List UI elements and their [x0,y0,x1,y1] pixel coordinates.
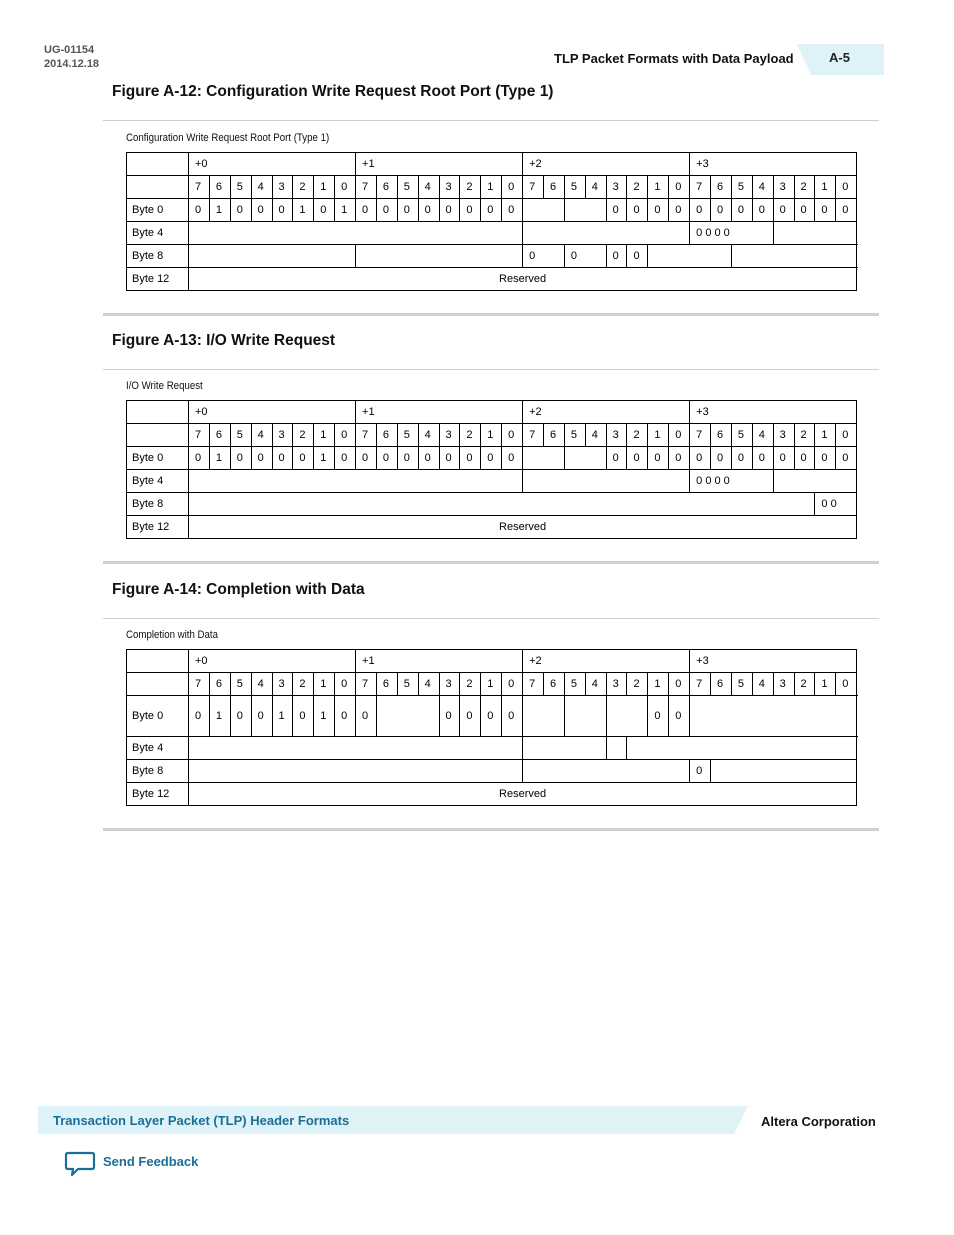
figure-caption: Configuration Write Request Root Port (Type 1) [126,132,330,144]
field-cell: 0 [439,696,460,737]
field-cell: 1 [209,199,230,222]
field-cell [564,447,606,470]
field-cell: 0 [669,696,690,737]
field-cell: 0 [293,696,314,737]
field-cell [648,245,732,268]
table-row [127,650,857,673]
header-corner-cell [127,424,189,447]
field-cell [564,199,606,222]
figure-title: Figure A-13: I/O Write Request [112,332,336,349]
field-cell: 0 [627,245,648,268]
bit-number-cell: 0 [502,424,523,447]
bit-number-cell: 6 [376,424,397,447]
page-number: A-5 [829,50,850,65]
field-cell: Reserved [189,783,857,806]
field-cell: 0 [836,199,857,222]
divider [103,618,879,619]
bit-number-cell: 6 [209,424,230,447]
bit-number-cell: 0 [836,424,857,447]
byte-group-header: +2 [523,650,690,673]
field-cell: 0 [272,199,293,222]
bit-number-cell: 6 [376,673,397,696]
bit-number-cell: 4 [752,424,773,447]
bit-number-cell: 1 [815,176,836,199]
field-cell [690,696,857,737]
field-cell: 1 [272,696,293,737]
figure-caption: Completion with Data [126,629,219,641]
bit-number-cell: 5 [230,424,251,447]
bit-number-cell: 6 [209,176,230,199]
table-row [127,673,857,696]
bit-number-cell: 3 [606,673,627,696]
field-cell: 0 [752,447,773,470]
field-cell [523,199,565,222]
bit-number-cell: 0 [502,673,523,696]
doc-id: UG-01154 [44,44,95,56]
bit-number-cell: 1 [314,176,335,199]
bit-number-cell: 2 [293,673,314,696]
field-cell: 0 [606,199,627,222]
bit-number-cell: 0 [335,673,356,696]
field-cell [189,760,523,783]
field-cell [356,245,523,268]
bit-number-cell: 1 [314,673,335,696]
bit-number-cell: 0 [669,176,690,199]
bit-number-cell: 3 [606,176,627,199]
row-label: Byte 12 [127,268,189,291]
bit-number-cell: 2 [460,424,481,447]
field-cell: 0 [523,245,565,268]
field-cell: 0 [648,447,669,470]
bit-number-cell: 6 [376,176,397,199]
bit-number-cell: 7 [690,673,711,696]
table-row [127,696,857,737]
field-cell: 0 [731,447,752,470]
table-row [127,516,857,539]
field-cell: 0 [230,199,251,222]
field-cell: 0 [251,199,272,222]
bit-number-cell: 4 [251,673,272,696]
bit-number-cell: 7 [356,673,377,696]
field-cell: 0 [230,696,251,737]
field-cell [189,493,815,516]
field-cell: 0 [669,447,690,470]
bit-number-cell: 6 [543,673,564,696]
field-cell: 0 [356,199,377,222]
table-row [127,199,857,222]
field-cell: 0 [481,696,502,737]
bit-number-cell: 5 [564,424,585,447]
byte-group-header: +1 [356,401,523,424]
bit-number-cell: 3 [439,424,460,447]
byte-group-header: +3 [690,401,857,424]
row-label: Byte 0 [127,199,189,222]
field-cell: 0 [293,447,314,470]
bit-number-cell: 3 [773,424,794,447]
field-cell: 0 [335,696,356,737]
bit-number-cell: 4 [585,673,606,696]
bit-number-cell: 1 [481,424,502,447]
field-cell: 0 [502,447,523,470]
field-cell: 0 [272,447,293,470]
field-cell: 0 [606,447,627,470]
table-row [127,222,857,245]
field-cell [627,737,857,760]
field-cell: 0 [690,199,711,222]
bit-number-cell: 6 [543,176,564,199]
byte-group-header: +2 [523,153,690,176]
field-cell [189,245,356,268]
bit-number-cell: 7 [356,424,377,447]
byte-group-header: +0 [189,401,356,424]
field-cell: 0 [356,696,377,737]
row-label: Byte 4 [127,737,189,760]
row-label: Byte 12 [127,783,189,806]
bit-number-cell: 3 [439,673,460,696]
field-cell [773,470,857,493]
bit-number-cell: 2 [627,424,648,447]
field-cell: 0 [356,447,377,470]
field-cell [564,696,606,737]
bit-number-cell: 1 [648,673,669,696]
bit-number-cell: 5 [397,176,418,199]
bit-number-cell: 5 [397,424,418,447]
field-cell [376,696,439,737]
bit-number-cell: 0 [335,424,356,447]
packet-format-table [126,152,857,291]
field-cell: 0 [251,696,272,737]
company-name: Altera Corporation [761,1114,876,1129]
row-label: Byte 8 [127,245,189,268]
field-cell: 0 [773,447,794,470]
row-label: Byte 4 [127,470,189,493]
field-cell [189,737,523,760]
field-cell: 0 [251,447,272,470]
bit-number-cell: 0 [335,176,356,199]
bit-number-cell: 1 [648,424,669,447]
bit-number-cell: 1 [314,424,335,447]
header-corner-cell [127,401,189,424]
bit-number-cell: 0 [502,176,523,199]
bit-number-cell: 2 [293,176,314,199]
field-cell: 1 [209,696,230,737]
bit-number-cell: 1 [481,176,502,199]
section-title: TLP Packet Formats with Data Payload [554,51,794,66]
bit-number-cell: 5 [564,176,585,199]
bit-number-cell: 4 [418,673,439,696]
bit-number-cell: 5 [230,176,251,199]
document-id [44,43,99,71]
bit-number-cell: 2 [293,424,314,447]
field-cell: 1 [209,447,230,470]
field-cell [523,222,690,245]
bit-number-cell: 3 [773,673,794,696]
field-cell: 0 [690,760,711,783]
header-corner-cell [127,673,189,696]
bit-number-cell: 4 [585,424,606,447]
field-cell: 0 [189,199,210,222]
field-cell: 0 [335,447,356,470]
byte-group-header: +0 [189,650,356,673]
bit-number-cell: 5 [230,673,251,696]
field-cell: 0 [648,696,669,737]
bit-number-cell: 7 [690,176,711,199]
field-cell: 0 [376,199,397,222]
bit-number-cell: 5 [731,424,752,447]
table-row [127,447,857,470]
field-cell: 1 [293,199,314,222]
row-label: Byte 8 [127,493,189,516]
bit-number-cell: 4 [418,176,439,199]
bit-number-cell: 7 [189,176,210,199]
send-feedback-link[interactable]: Send Feedback [103,1154,199,1169]
field-cell [523,760,690,783]
field-cell: 0 [731,199,752,222]
row-label: Byte 4 [127,222,189,245]
field-cell: 0 [230,447,251,470]
bit-number-cell: 0 [836,176,857,199]
bit-number-cell: 3 [272,424,293,447]
divider [103,369,879,370]
field-cell: 0 [564,245,606,268]
bit-number-cell: 6 [711,673,732,696]
bit-number-cell: 0 [669,673,690,696]
chapter-link[interactable]: Transaction Layer Packet (TLP) Header Formats [53,1113,350,1128]
figure-caption: I/O Write Request [126,380,203,392]
bit-number-cell: 5 [731,673,752,696]
field-cell: 0 [794,199,815,222]
bit-number-cell: 2 [794,424,815,447]
row-label: Byte 12 [127,516,189,539]
field-cell: 0 [460,199,481,222]
field-cell: 0 [773,199,794,222]
bit-number-cell: 0 [669,424,690,447]
header-corner-cell [127,650,189,673]
field-cell: 0 [376,447,397,470]
bit-number-cell: 4 [585,176,606,199]
doc-date: 2014.12.18 [44,58,100,70]
field-cell: 0 [606,245,627,268]
field-cell: 0 [460,447,481,470]
divider [103,561,879,564]
bit-number-cell: 2 [460,176,481,199]
bit-number-cell: 3 [606,424,627,447]
field-cell [189,470,523,493]
bit-number-cell: 7 [189,673,210,696]
field-cell: Reserved [189,268,857,291]
field-cell: 1 [314,696,335,737]
bit-number-cell: 6 [543,424,564,447]
table-row [127,153,857,176]
field-cell: 0 [815,199,836,222]
field-cell: 0 [439,447,460,470]
table-row [127,737,857,760]
byte-group-header: +3 [690,153,857,176]
field-cell: 0 [481,447,502,470]
field-cell [731,245,856,268]
bit-number-cell: 1 [481,673,502,696]
byte-group-header: +0 [189,153,356,176]
field-cell: 0 [418,199,439,222]
bit-number-cell: 7 [690,424,711,447]
bit-number-cell: 5 [731,176,752,199]
table-row [127,760,857,783]
table-row [127,176,857,199]
field-cell: 0 [627,447,648,470]
field-cell: 0 0 [815,493,857,516]
bit-number-cell: 1 [815,673,836,696]
byte-group-header: +1 [356,153,523,176]
field-cell: 0 [314,199,335,222]
field-cell [606,696,648,737]
field-cell: 0 [502,696,523,737]
divider [103,120,879,121]
bit-number-cell: 6 [711,424,732,447]
bit-number-cell: 3 [272,176,293,199]
field-cell [189,222,523,245]
packet-format-table [126,400,857,539]
table-row [127,493,857,516]
field-cell [523,447,565,470]
table-row [127,783,857,806]
field-cell: 0 [439,199,460,222]
bit-number-cell: 6 [209,673,230,696]
table-row [127,268,857,291]
header-corner-cell [127,176,189,199]
field-cell: 0 [627,199,648,222]
field-cell: 0 0 0 0 [690,222,774,245]
bit-number-cell: 7 [356,176,377,199]
figure-title: Figure A-12: Configuration Write Request Root Port (Type 1) [112,83,554,100]
bit-number-cell: 2 [794,176,815,199]
bit-number-cell: 7 [523,673,544,696]
field-cell: 0 [752,199,773,222]
field-cell: 0 0 0 0 [690,470,774,493]
bit-number-cell: 2 [627,176,648,199]
bit-number-cell: 5 [397,673,418,696]
bit-number-cell: 5 [564,673,585,696]
table-row [127,245,857,268]
bit-number-cell: 7 [523,176,544,199]
field-cell: 0 [502,199,523,222]
field-cell: 0 [669,199,690,222]
field-cell: 0 [815,447,836,470]
field-cell: 0 [189,696,210,737]
bit-number-cell: 7 [523,424,544,447]
field-cell [711,760,857,783]
bit-number-cell: 6 [711,176,732,199]
bit-number-cell: 1 [648,176,669,199]
byte-group-header: +3 [690,650,857,673]
field-cell [523,696,565,737]
bit-number-cell: 4 [418,424,439,447]
table-row [127,470,857,493]
field-cell: 0 [460,696,481,737]
table-row [127,401,857,424]
field-cell [773,222,857,245]
divider [103,828,879,831]
field-cell: 0 [711,199,732,222]
bit-number-cell: 7 [189,424,210,447]
table-row [127,424,857,447]
row-label: Byte 0 [127,447,189,470]
field-cell: 0 [794,447,815,470]
field-cell: 0 [189,447,210,470]
field-cell: 0 [397,199,418,222]
field-cell: 0 [836,447,857,470]
bit-number-cell: 3 [272,673,293,696]
divider [103,313,879,316]
field-cell: 1 [314,447,335,470]
field-cell: 0 [711,447,732,470]
bit-number-cell: 4 [251,424,272,447]
bit-number-cell: 3 [439,176,460,199]
bit-number-cell: 4 [752,673,773,696]
field-cell: Reserved [189,516,857,539]
field-cell: 0 [397,447,418,470]
field-cell [606,737,627,760]
bit-number-cell: 2 [794,673,815,696]
byte-group-header: +2 [523,401,690,424]
packet-format-table [126,649,857,806]
field-cell [523,737,607,760]
bit-number-cell: 0 [836,673,857,696]
field-cell: 1 [335,199,356,222]
row-label: Byte 8 [127,760,189,783]
field-cell: 0 [481,199,502,222]
bit-number-cell: 3 [773,176,794,199]
field-cell: 0 [648,199,669,222]
row-label: Byte 0 [127,696,189,737]
speech-bubble-icon[interactable] [64,1150,96,1178]
bit-number-cell: 4 [752,176,773,199]
bit-number-cell: 2 [460,673,481,696]
byte-group-header: +1 [356,650,523,673]
bit-number-cell: 2 [627,673,648,696]
bit-number-cell: 1 [815,424,836,447]
figure-title: Figure A-14: Completion with Data [112,581,365,598]
field-cell: 0 [690,447,711,470]
field-cell: 0 [418,447,439,470]
bit-number-cell: 4 [251,176,272,199]
field-cell [523,470,690,493]
header-corner-cell [127,153,189,176]
